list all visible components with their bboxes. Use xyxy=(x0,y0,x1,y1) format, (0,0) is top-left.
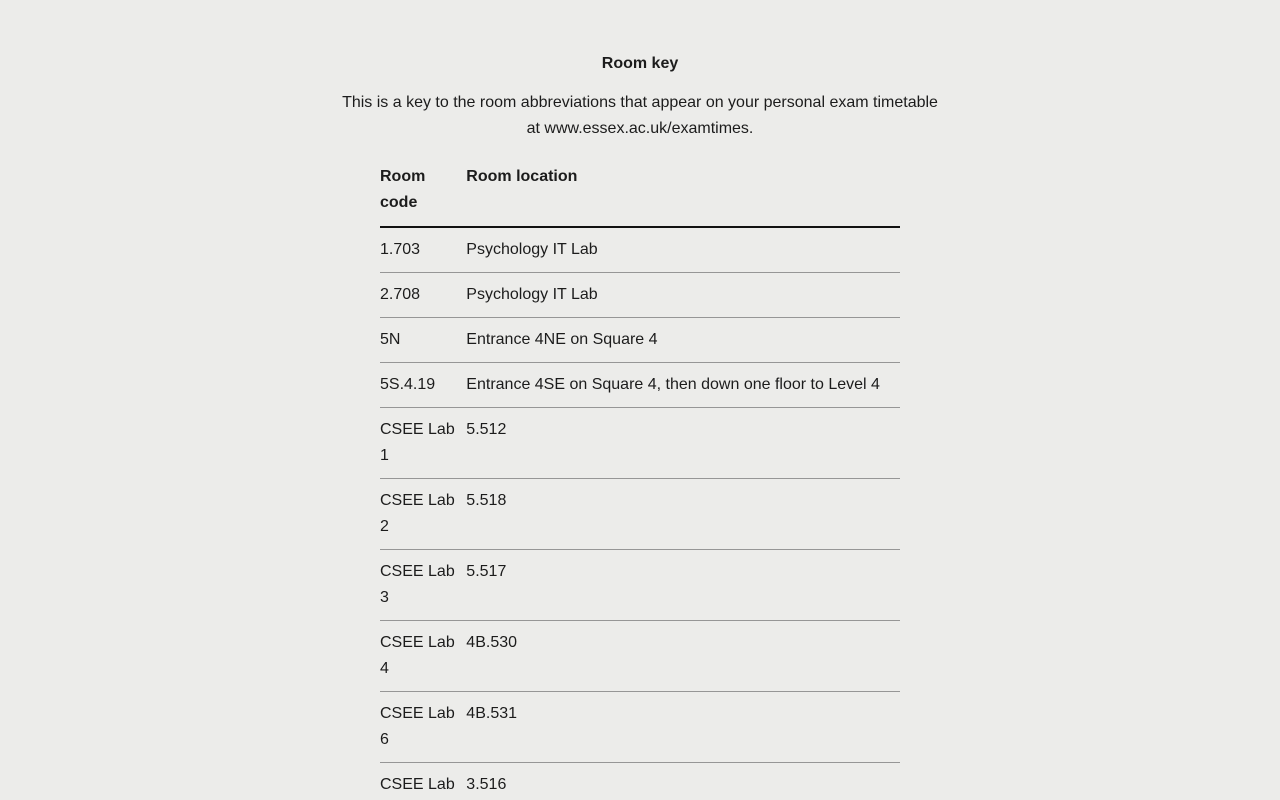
room-code-cell: 2.708 xyxy=(380,273,466,318)
table-row xyxy=(380,479,900,550)
room-location-cell: 5.512 xyxy=(466,408,900,479)
room-location-cell: 4B.531 xyxy=(466,692,900,763)
room-code-cell: 1.703 xyxy=(380,227,466,273)
room-code-cell: CSEE Lab 3 xyxy=(380,550,466,621)
room-code-cell: CSEE Lab 2 xyxy=(380,479,466,550)
page-title: Room key xyxy=(601,55,679,72)
table-row xyxy=(380,227,900,273)
room-key-page xyxy=(340,0,940,800)
intro-text: This is a key to the room abbreviations that appear on your personal exam timetable at www.essex.ac.uk/examtimes. xyxy=(342,94,938,137)
room-location-cell: 4B.530 xyxy=(466,621,900,692)
column-header-room-code: Room code xyxy=(380,164,466,227)
room-code-cell: CSEE Lab 4 xyxy=(380,621,466,692)
room-code-cell: CSEE Lab xyxy=(380,763,466,800)
room-code-cell: 5N xyxy=(380,318,466,363)
room-code-cell: CSEE Lab 6 xyxy=(380,692,466,763)
room-location-cell: Entrance 4NE on Square 4 xyxy=(466,318,900,363)
room-location-cell: Psychology IT Lab xyxy=(466,227,900,273)
table-row xyxy=(380,408,900,479)
room-code-cell: 5S.4.19 xyxy=(380,363,466,408)
table-row xyxy=(380,273,900,318)
table-row xyxy=(380,763,900,800)
table-row xyxy=(380,692,900,763)
table-body xyxy=(380,227,900,800)
room-location-cell: Entrance 4SE on Square 4, then down one floor to Level 4 xyxy=(466,363,900,408)
table-row xyxy=(380,550,900,621)
header-row xyxy=(380,164,900,227)
room-location-cell: 5.518 xyxy=(466,479,900,550)
table-row xyxy=(380,318,900,363)
room-location-cell: 3.516 xyxy=(466,763,900,800)
column-header-room-location: Room location xyxy=(466,164,900,227)
room-code-cell: CSEE Lab 1 xyxy=(380,408,466,479)
room-location-cell: 5.517 xyxy=(466,550,900,621)
table-header xyxy=(380,164,900,227)
room-key-table xyxy=(380,164,900,800)
room-location-cell: Psychology IT Lab xyxy=(466,273,900,318)
table-row xyxy=(380,621,900,692)
table-row xyxy=(380,363,900,408)
